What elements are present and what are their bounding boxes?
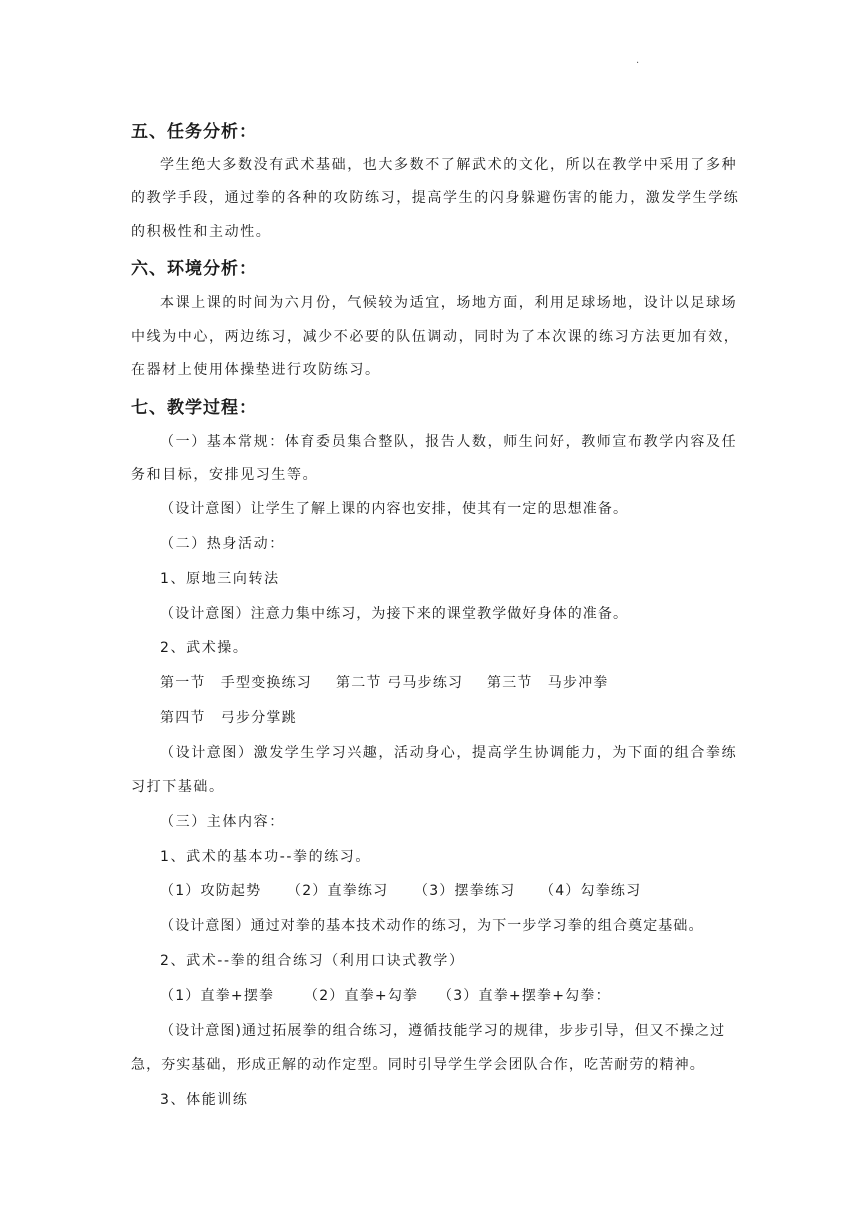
paragraph-line: 中线为中心，两边练习，减少不必要的队伍调动，同时为了本次课的练习方法更加有效， bbox=[131, 329, 740, 345]
main-item1-part: （3）摆拳练习 bbox=[414, 883, 516, 899]
section-heading-task-analysis: 五、任务分析： bbox=[131, 122, 257, 142]
wushu-section-item: 第四节 弓步分掌跳 bbox=[160, 710, 297, 726]
routine-line: 务和目标，安排见习生等。 bbox=[131, 467, 319, 483]
main-item1-part: （1）攻防起势 bbox=[160, 883, 262, 899]
warmup-item: 2、武术操。 bbox=[160, 640, 249, 656]
design-intent-text: （设计意图）注意力集中练习，为接下来的课堂教学做好身体的准备。 bbox=[160, 606, 629, 622]
subsection-title-warmup: （二）热身活动： bbox=[160, 536, 285, 552]
main-item2-part: （3）直拳+摆拳+勾拳： bbox=[438, 988, 611, 1004]
design-intent-text: （设计意图）通过对拳的基本技术动作的练习，为下一步学习拳的组合奠定基础。 bbox=[160, 918, 704, 934]
design-intent-text: 急，夯实基础，形成正解的动作定型。同时引导学生学会团队合作，吃苦耐劳的精神。 bbox=[131, 1057, 705, 1073]
warmup-item: 1、原地三向转法 bbox=[160, 571, 280, 587]
paragraph-line: 在器材上使用体操垫进行攻防练习。 bbox=[131, 362, 381, 378]
main-item: 3、体能训练 bbox=[160, 1092, 249, 1108]
paragraph-line: 本课上课的时间为六月份，气候较为适宜，场地方面，利用足球场地，设计以足球场 bbox=[160, 295, 738, 311]
section-heading-teaching-process: 七、教学过程： bbox=[131, 398, 257, 418]
design-intent-text: （设计意图）激发学生学习兴趣，活动身心，提高学生协调能力，为下面的组合拳练 bbox=[160, 745, 738, 761]
paragraph-line: 的教学手段，通过拳的各种的攻防练习，提高学生的闪身躲避伤害的能力，激发学生学练 bbox=[131, 190, 740, 206]
wushu-section-item: 第三节 马步冲拳 bbox=[487, 675, 609, 691]
main-item1-part: （2）直拳练习 bbox=[287, 883, 389, 899]
design-intent-text: 习打下基础。 bbox=[131, 779, 225, 795]
wushu-section-item: 第一节 手型变换练习 bbox=[160, 675, 312, 691]
section-heading-environment-analysis: 六、环境分析： bbox=[131, 259, 257, 279]
design-intent-text: （设计意图)通过拓展拳的组合练习，遵循技能学习的规律，步步引导，但又不操之过 bbox=[160, 1023, 726, 1039]
paragraph-line: 的积极性和主动性。 bbox=[131, 224, 272, 240]
main-item2-part: （2）直拳+勾拳 bbox=[304, 988, 419, 1004]
subsection-title-main: （三）主体内容： bbox=[160, 814, 285, 830]
main-item2-part: （1）直拳+摆拳 bbox=[160, 988, 275, 1004]
page-marker: · bbox=[636, 58, 640, 69]
wushu-section-item: 第二节 弓马步练习 bbox=[336, 675, 464, 691]
main-item: 2、武术--拳的组合练习（利用口诀式教学） bbox=[160, 953, 465, 969]
main-item: 1、武术的基本功--拳的练习。 bbox=[160, 849, 372, 865]
design-intent-text: （设计意图）让学生了解上课的内容也安排，使其有一定的思想准备。 bbox=[160, 501, 629, 517]
paragraph-line: 学生绝大多数没有武术基础，也大多数不了解武术的文化，所以在教学中采用了多种 bbox=[160, 157, 738, 173]
main-item1-part: （4）勾拳练习 bbox=[540, 883, 642, 899]
routine-line: （一）基本常规：体育委员集合整队，报告人数，师生问好，教师宣布教学内容及任 bbox=[160, 434, 738, 450]
